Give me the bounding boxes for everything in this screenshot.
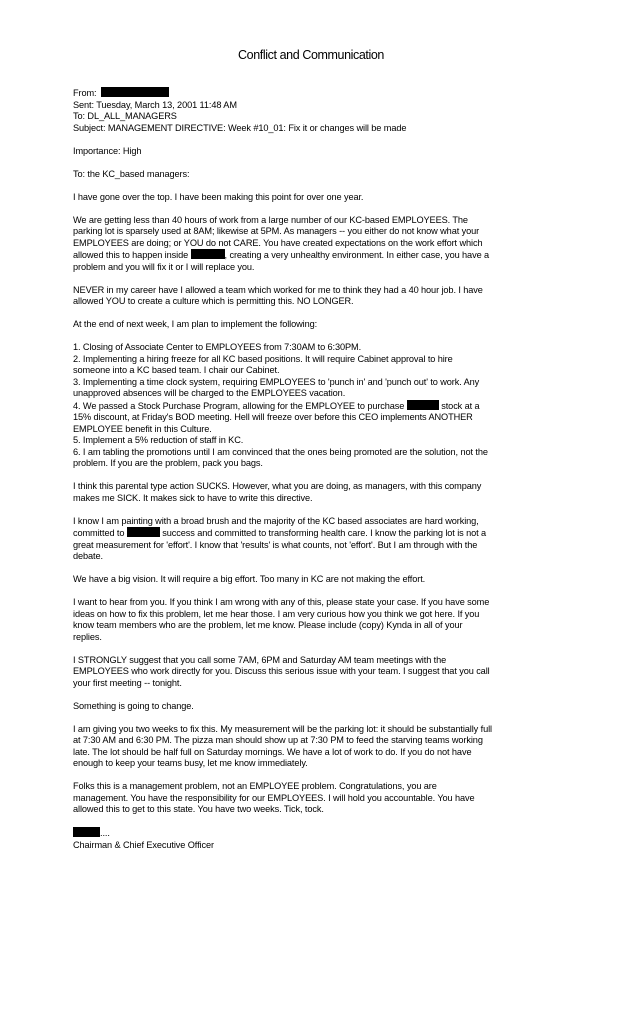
text-line: I know I am painting with a broad brush and the majority of the KC based associates are hard working, [73,515,479,526]
text-line: parking lot is sparsely used at 8AM; likewise at 5PM. As managers -- you either do not know what your [73,226,480,236]
paragraph-management [73,781,553,816]
text-line: I want to hear from you. If you think I am wrong with any of this, please state your case. If you have some [73,597,490,607]
redaction-box [191,249,225,259]
text-segment: .... [100,828,110,838]
list-item: 2. Implementing a hiring freeze for all KC based positions. It will require Cabinet approval to hire [73,353,453,364]
text-segment: , creating a very unhealthy environment. In either case, you have a [224,250,490,260]
list-item-continuation: someone into a KC based team. I chair our Cabinet. [73,365,280,375]
text-line: enough to keep your teams busy, let me know immediately. [73,758,308,768]
redaction-box [407,400,439,410]
paragraph-broad-brush [73,516,553,563]
page-title: Conflict and Communication [238,48,384,62]
text-line: your first meeting -- tonight. [73,677,182,688]
text-line [73,249,553,262]
text-line: I think this parental type action SUCKS. However, what you are doing, as managers, with this company [73,481,482,491]
text-line: EMPLOYEES who work directly for you. Discuss this serious issue with your team. I suggest that you call [73,666,490,676]
text-line: great measurement for 'effort'. I know that 'results' is what counts, not 'effort'. But I am through with the [73,539,478,550]
text-line: know team members who are the problem, let me know. Please include (copy) Kynda in all of your [73,620,463,630]
text-segment: 4. We passed a Stock Purchase Program, allowing for the EMPLOYEE to purchase [73,400,407,411]
signature-title: Chairman & Chief Executive Officer [73,839,214,850]
plan-intro: At the end of next week, I am plan to implement the following: [73,319,318,329]
list-item: 5. Implement a 5% reduction of staff in KC. [73,435,244,445]
list-item-continuation: problem. If you are the problem, pack you bags. [73,458,263,468]
redaction-box [127,527,160,537]
from-line [73,87,553,100]
text-line [73,527,553,540]
text-line: debate. [73,551,103,561]
text-line: allowed this to get to this state. You have two weeks. Tick, tock. [73,804,324,814]
signature-block [73,827,553,851]
paragraph-parental [73,481,553,504]
text-line: problem and you will fix it or I will replace you. [73,261,255,272]
intro-paragraph: I have gone over the top. I have been making this point for over one year. [73,191,364,202]
from-label: From: [73,88,97,98]
text-segment: allowed this to happen inside [73,250,191,260]
salutation: To: the KC_based managers: [73,168,190,179]
text-line: replies. [73,631,102,642]
text-line: I am giving you two weeks to fix this. My measurement will be the parking lot: it should be substantially full [73,723,492,734]
text-segment: stock at a [438,400,480,411]
text-line: makes me SICK. It makes sick to have to write this directive. [73,492,313,503]
paragraph-meetings [73,655,553,690]
subject-line: Subject: MANAGEMENT DIRECTIVE: Week #10_01: Fix it or changes will be made [73,122,407,133]
paragraph-never [73,285,553,308]
text-segment: success and committed to transforming health care. I know the parking lot is not a [159,528,487,538]
list-item-continuation: unapproved absences will be charged to the EMPLOYEES vacation. [73,388,346,398]
text-line: NEVER in my career have I allowed a team which worked for me to think they had a 40 hour job. I have [73,284,483,295]
text-line: We are getting less than 40 hours of work from a large number of our KC-based EMPLOYEES. The [73,214,468,225]
list-item: 6. I am tabling the promotions until I am convinced that the ones being promoted are the solution, not the [73,446,488,457]
paragraph-work-hours [73,215,553,274]
list-item [73,400,553,413]
paragraph-two-weeks [73,724,553,770]
text-line: management. You have the responsibility for our EMPLOYEES. I will hold you accountable. You have [73,792,475,803]
text-segment: committed to [73,528,127,538]
paragraph-change: Something is going to change. [73,700,194,711]
email-header [73,87,553,134]
list-item-continuation: EMPLOYEE benefit in this Culture. [73,423,212,434]
text-line: at 7:30 AM and 6:30 PM. The pizza man should show up at 7:30 PM to feed the starving teams working [73,735,483,745]
email-body [73,87,553,863]
list-item: 1. Closing of Associate Center to EMPLOYEES from 7:30AM to 6:30PM. [73,342,362,352]
list-item-continuation: 15% discount, at Friday's BOD meeting. Hell will freeze over before this CEO implements ANOTHER [73,412,473,422]
paragraph-feedback [73,597,553,643]
text-line: EMPLOYEES are doing; or YOU do not CARE. You have created expectations on the work effort which [73,237,483,248]
redaction-box [101,87,169,97]
list-item: 3. Implementing a time clock system, requiring EMPLOYEES to 'punch in' and 'punch out' to work. Any [73,376,480,387]
text-line: ideas on how to fix this problem, let me hear those. I am very curious how you think we got here. If you [73,608,480,619]
text-line: late. The lot should be half full on Saturday mornings. We have a lot of work to do. If you do not have [73,746,472,757]
redaction-box [73,827,100,837]
signature-name-line [73,827,553,840]
paragraph-vision: We have a big vision. It will require a big effort. Too many in KC are not making the effort. [73,574,426,584]
text-line: I STRONGLY suggest that you call some 7AM, 6PM and Saturday AM team meetings with the [73,654,447,665]
importance-line: Importance: High [73,145,142,156]
action-list [73,342,553,470]
to-line: To: DL_ALL_MANAGERS [73,111,177,121]
text-line: Folks this is a management problem, not an EMPLOYEE problem. Congratulations, you are [73,781,437,791]
sent-line: Sent: Tuesday, March 13, 2001 11:48 AM [73,99,237,110]
text-line: allowed YOU to create a culture which is permitting this. NO LONGER. [73,296,354,306]
